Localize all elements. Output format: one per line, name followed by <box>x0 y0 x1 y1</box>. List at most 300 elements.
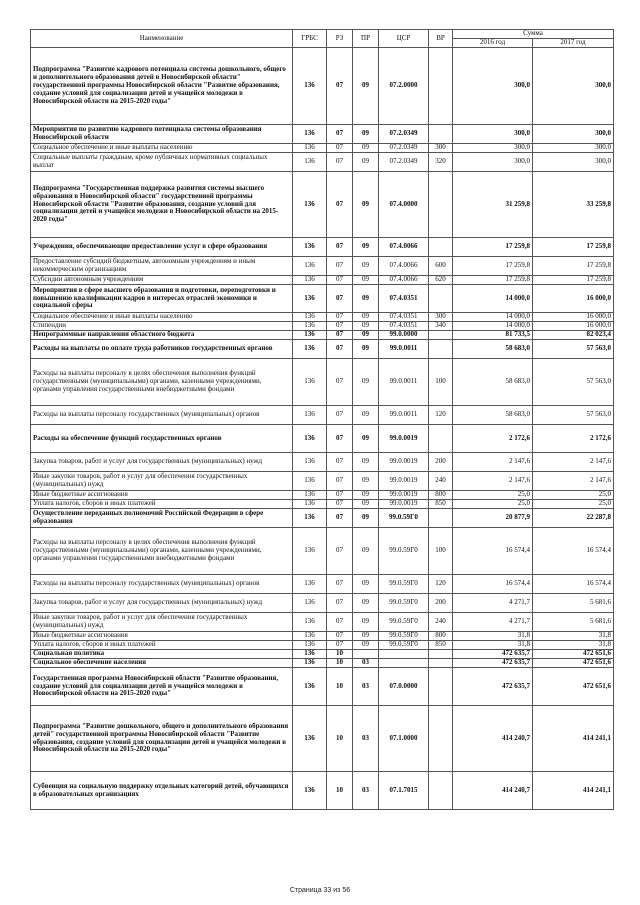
cell-grbs: 136 <box>293 48 327 125</box>
cell-csr: 07.2.0349 <box>379 144 429 153</box>
cell-pr: 09 <box>353 313 379 322</box>
cell-sum-2016: 472 635,7 <box>453 659 533 668</box>
table-header <box>31 30 614 48</box>
cell-vr: 240 <box>429 613 453 632</box>
cell-name: Закупка товаров, работ и услуг для государственных (муниципальных) нужд <box>31 594 293 613</box>
cell-sum-2016: 4 271,7 <box>453 613 533 632</box>
cell-grbs: 136 <box>293 650 327 659</box>
cell-grbs: 136 <box>293 453 327 472</box>
cell-vr <box>429 331 453 340</box>
cell-sum-2016: 472 635,7 <box>453 650 533 659</box>
cell-sum-2016: 14 000,0 <box>453 322 533 331</box>
header-year-2017: 2017 год <box>533 39 614 48</box>
cell-vr <box>429 425 453 453</box>
cell-csr: 99.0.0019 <box>379 425 429 453</box>
cell-csr: 99.0.59Г0 <box>379 575 429 594</box>
cell-vr <box>429 285 453 313</box>
cell-sum-2017: 414 241,1 <box>533 706 614 772</box>
cell-name: Предоставление субсидий бюджетным, автономным учреждениям и иным некоммерческим организациям <box>31 257 293 276</box>
cell-vr <box>429 509 453 528</box>
cell-rz: 07 <box>327 172 353 238</box>
cell-vr: 620 <box>429 276 453 285</box>
cell-sum-2016: 300,0 <box>453 153 533 172</box>
cell-sum-2016: 31,8 <box>453 632 533 641</box>
cell-sum-2017: 5 681,6 <box>533 594 614 613</box>
table-row <box>31 472 614 491</box>
cell-rz: 10 <box>327 668 353 706</box>
cell-sum-2016: 25,0 <box>453 491 533 500</box>
table-row <box>31 575 614 594</box>
cell-sum-2016: 14 000,0 <box>453 313 533 322</box>
table-row <box>31 668 614 706</box>
cell-csr: 99.0.59Г0 <box>379 613 429 632</box>
cell-csr: 99.0.0019 <box>379 500 429 509</box>
cell-csr: 07.2.0000 <box>379 48 429 125</box>
cell-csr: 07.4.0351 <box>379 322 429 331</box>
cell-sum-2017: 16 000,0 <box>533 322 614 331</box>
cell-pr: 03 <box>353 772 379 810</box>
cell-grbs: 136 <box>293 359 327 406</box>
cell-rz: 07 <box>327 425 353 453</box>
cell-name: Расходы на выплаты персоналу государственных (муниципальных) органов <box>31 406 293 425</box>
cell-name: Расходы на выплаты персоналу в целях обеспечения выполнения функций государственными (муниципальными) органами, казенными учреждениями, органами управления государственными внебюджетными фондами <box>31 359 293 406</box>
cell-rz: 10 <box>327 706 353 772</box>
cell-rz: 07 <box>327 453 353 472</box>
cell-rz: 10 <box>327 659 353 668</box>
cell-grbs: 136 <box>293 641 327 650</box>
cell-pr: 09 <box>353 509 379 528</box>
cell-vr <box>429 125 453 144</box>
cell-pr: 09 <box>353 632 379 641</box>
cell-sum-2017: 5 681,6 <box>533 613 614 632</box>
cell-csr <box>379 659 429 668</box>
cell-grbs: 136 <box>293 285 327 313</box>
cell-pr: 09 <box>353 153 379 172</box>
table-row <box>31 425 614 453</box>
table-row <box>31 706 614 772</box>
header-pr: ПР <box>353 30 379 48</box>
cell-csr: 07.4.0351 <box>379 313 429 322</box>
cell-sum-2016: 2 147,6 <box>453 472 533 491</box>
cell-csr: 07.4.0066 <box>379 276 429 285</box>
cell-pr: 09 <box>353 359 379 406</box>
table-row <box>31 238 614 257</box>
page-footer: Страница 33 из 56 <box>289 887 351 894</box>
cell-pr: 03 <box>353 659 379 668</box>
cell-grbs: 136 <box>293 238 327 257</box>
cell-grbs: 136 <box>293 575 327 594</box>
budget-table <box>30 29 614 810</box>
cell-sum-2016: 20 877,9 <box>453 509 533 528</box>
cell-pr: 09 <box>353 322 379 331</box>
cell-vr <box>429 650 453 659</box>
cell-pr: 09 <box>353 276 379 285</box>
table-body <box>31 48 614 810</box>
cell-vr: 600 <box>429 257 453 276</box>
cell-csr <box>379 650 429 659</box>
cell-vr: 850 <box>429 641 453 650</box>
cell-name: Социальное обеспечение населения <box>31 659 293 668</box>
cell-grbs: 136 <box>293 528 327 575</box>
cell-pr: 09 <box>353 491 379 500</box>
table-row <box>31 125 614 144</box>
table-row <box>31 359 614 406</box>
cell-rz: 10 <box>327 650 353 659</box>
cell-rz: 07 <box>327 491 353 500</box>
cell-grbs: 136 <box>293 509 327 528</box>
cell-name: Социальные выплаты гражданам, кроме публичных нормативных социальных выплат <box>31 153 293 172</box>
cell-name: Подпрограмма "Развитие дошкольного, общего и дополнительного образования детей" государственной программы Новосибирской области "Развитие образования, создание условий для социализации детей и учащейся молодежи в Новосибирской области на 2015-2020 годы" <box>31 706 293 772</box>
cell-vr: 850 <box>429 500 453 509</box>
cell-csr: 99.0.0000 <box>379 331 429 340</box>
cell-sum-2017: 2 172,6 <box>533 425 614 453</box>
cell-grbs: 136 <box>293 313 327 322</box>
cell-csr: 99.0.0011 <box>379 340 429 359</box>
cell-sum-2017: 57 563,0 <box>533 406 614 425</box>
cell-pr: 09 <box>353 575 379 594</box>
cell-pr <box>353 650 379 659</box>
cell-name: Учреждения, обеспечивающие предоставление услуг в сфере образования <box>31 238 293 257</box>
header-sum: Сумма <box>453 30 614 39</box>
cell-vr <box>429 772 453 810</box>
header-name: Наименование <box>31 30 293 48</box>
cell-vr <box>429 340 453 359</box>
cell-rz: 07 <box>327 632 353 641</box>
cell-sum-2017: 300,0 <box>533 125 614 144</box>
table-row <box>31 613 614 632</box>
cell-csr: 99.0.59Г0 <box>379 641 429 650</box>
header-year-2016: 2016 год <box>453 39 533 48</box>
cell-vr <box>429 668 453 706</box>
table-row <box>31 500 614 509</box>
cell-pr: 09 <box>353 331 379 340</box>
table-row <box>31 153 614 172</box>
cell-name: Мероприятия по развитию кадрового потенциала системы образования Новосибирской области <box>31 125 293 144</box>
cell-csr: 07.0.0000 <box>379 668 429 706</box>
cell-sum-2016: 16 574,4 <box>453 528 533 575</box>
cell-pr: 09 <box>353 238 379 257</box>
cell-sum-2016: 58 683,0 <box>453 406 533 425</box>
cell-name: Подпрограмма "Государственная поддержка развития системы высшего образования в Новосибирской области" государственной программы Новосибирской области "Развитие образования, создание условий для социализации детей и учащейся молодежи в Новосибирской области на 2015-2020 годы" <box>31 172 293 238</box>
table-row <box>31 491 614 500</box>
cell-grbs: 136 <box>293 276 327 285</box>
cell-vr: 200 <box>429 594 453 613</box>
cell-vr: 200 <box>429 453 453 472</box>
cell-pr: 09 <box>353 48 379 125</box>
cell-sum-2017: 300,0 <box>533 153 614 172</box>
cell-rz: 07 <box>327 359 353 406</box>
cell-sum-2017: 33 259,8 <box>533 172 614 238</box>
cell-csr: 99.0.59Г0 <box>379 509 429 528</box>
cell-pr: 09 <box>353 472 379 491</box>
cell-grbs: 136 <box>293 257 327 276</box>
table-row <box>31 509 614 528</box>
cell-grbs: 136 <box>293 632 327 641</box>
cell-sum-2017: 16 574,4 <box>533 575 614 594</box>
cell-vr: 800 <box>429 491 453 500</box>
cell-sum-2016: 16 574,4 <box>453 575 533 594</box>
cell-csr: 07.4.0066 <box>379 257 429 276</box>
cell-grbs: 136 <box>293 706 327 772</box>
cell-name: Иные закупки товаров, работ и услуг для обеспечения государственных (муниципальных) нужд <box>31 472 293 491</box>
cell-sum-2016: 58 683,0 <box>453 340 533 359</box>
cell-sum-2016: 17 259,8 <box>453 238 533 257</box>
cell-sum-2016: 300,0 <box>453 144 533 153</box>
table-row <box>31 331 614 340</box>
cell-rz: 07 <box>327 238 353 257</box>
cell-csr: 07.4.0066 <box>379 238 429 257</box>
cell-rz: 07 <box>327 340 353 359</box>
header-vr: ВР <box>429 30 453 48</box>
cell-grbs: 136 <box>293 331 327 340</box>
cell-pr: 09 <box>353 125 379 144</box>
cell-csr: 07.1.0000 <box>379 706 429 772</box>
cell-grbs: 136 <box>293 340 327 359</box>
cell-name: Государственная программа Новосибирской области "Развитие образования, создание условий для социализации детей и учащейся молодежи в Новосибирской области на 2015-2020 годы" <box>31 668 293 706</box>
cell-pr: 09 <box>353 528 379 575</box>
cell-rz: 07 <box>327 594 353 613</box>
cell-rz: 07 <box>327 509 353 528</box>
cell-grbs: 136 <box>293 425 327 453</box>
cell-vr: 100 <box>429 528 453 575</box>
cell-pr: 09 <box>353 594 379 613</box>
header-csr: ЦСР <box>379 30 429 48</box>
cell-sum-2016: 2 147,6 <box>453 453 533 472</box>
cell-sum-2016: 14 000,0 <box>453 285 533 313</box>
cell-pr: 09 <box>353 406 379 425</box>
table-row <box>31 632 614 641</box>
cell-grbs: 136 <box>293 613 327 632</box>
table-row <box>31 172 614 238</box>
cell-pr: 03 <box>353 668 379 706</box>
cell-rz: 07 <box>327 276 353 285</box>
cell-rz: 07 <box>327 144 353 153</box>
cell-sum-2016: 472 635,7 <box>453 668 533 706</box>
cell-name: Иные бюджетные ассигнования <box>31 491 293 500</box>
cell-grbs: 136 <box>293 500 327 509</box>
cell-sum-2017: 17 259,8 <box>533 257 614 276</box>
cell-grbs: 136 <box>293 668 327 706</box>
table-row <box>31 276 614 285</box>
cell-name: Осуществление переданных полномочий Российской Федерации в сфере образования <box>31 509 293 528</box>
cell-vr <box>429 659 453 668</box>
cell-vr: 320 <box>429 153 453 172</box>
cell-sum-2017: 17 259,8 <box>533 238 614 257</box>
cell-name: Подпрограмма "Развитие кадрового потенциала системы дошкольного, общего и дополнительного образования детей в Новосибирской области" государственной программы Новосибирской области "Развитие образования, создание условий для социализации детей и учащейся молодежи в Новосибирской области на 2015-2020 годы" <box>31 48 293 125</box>
cell-sum-2016: 31 259,8 <box>453 172 533 238</box>
table-row <box>31 313 614 322</box>
cell-pr: 09 <box>353 500 379 509</box>
cell-sum-2017: 16 574,4 <box>533 528 614 575</box>
cell-rz: 07 <box>327 322 353 331</box>
cell-name: Уплата налогов, сборов и иных платежей <box>31 500 293 509</box>
cell-sum-2017: 25,0 <box>533 500 614 509</box>
cell-rz: 07 <box>327 257 353 276</box>
cell-grbs: 136 <box>293 772 327 810</box>
cell-sum-2016: 17 259,8 <box>453 257 533 276</box>
cell-rz: 10 <box>327 772 353 810</box>
cell-csr: 99.0.59Г0 <box>379 594 429 613</box>
cell-grbs: 136 <box>293 659 327 668</box>
table-row <box>31 285 614 313</box>
cell-name: Стипендии <box>31 322 293 331</box>
cell-vr: 100 <box>429 359 453 406</box>
cell-pr: 09 <box>353 641 379 650</box>
cell-rz: 07 <box>327 575 353 594</box>
cell-sum-2016: 31,8 <box>453 641 533 650</box>
cell-name: Мероприятия в сфере высшего образования и подготовки, переподготовки и повышению квалификации кадров в интересах отраслей экономики и социальной сферы <box>31 285 293 313</box>
cell-name: Расходы на выплаты персоналу в целях обеспечения выполнения функций государственными (муниципальными) органами, казенными учреждениями, органами управления государственными внебюджетными фондами <box>31 528 293 575</box>
table-row <box>31 144 614 153</box>
cell-sum-2017: 17 259,8 <box>533 276 614 285</box>
cell-name: Субсидии автономным учреждениям <box>31 276 293 285</box>
cell-vr: 800 <box>429 632 453 641</box>
cell-sum-2017: 25,0 <box>533 491 614 500</box>
cell-pr: 09 <box>353 453 379 472</box>
cell-name: Уплата налогов, сборов и иных платежей <box>31 641 293 650</box>
cell-name: Иные бюджетные ассигнования <box>31 632 293 641</box>
table-row <box>31 659 614 668</box>
cell-sum-2016: 17 259,8 <box>453 276 533 285</box>
cell-name: Социальное обеспечение и иные выплаты населению <box>31 313 293 322</box>
cell-vr: 300 <box>429 144 453 153</box>
cell-name: Социальное обеспечение и иные выплаты населению <box>31 144 293 153</box>
cell-sum-2016: 414 240,7 <box>453 706 533 772</box>
cell-rz: 07 <box>327 406 353 425</box>
cell-csr: 99.0.0011 <box>379 406 429 425</box>
table-row <box>31 322 614 331</box>
table-row <box>31 340 614 359</box>
cell-pr: 09 <box>353 340 379 359</box>
cell-name: Непрограммные направления областного бюджета <box>31 331 293 340</box>
cell-vr <box>429 48 453 125</box>
cell-sum-2017: 472 651,6 <box>533 668 614 706</box>
cell-pr: 09 <box>353 425 379 453</box>
table-row <box>31 641 614 650</box>
cell-sum-2017: 31,8 <box>533 641 614 650</box>
cell-rz: 07 <box>327 613 353 632</box>
cell-csr: 99.0.0011 <box>379 359 429 406</box>
cell-sum-2016: 300,0 <box>453 48 533 125</box>
cell-sum-2017: 22 287,8 <box>533 509 614 528</box>
cell-vr: 120 <box>429 406 453 425</box>
cell-name: Расходы на обеспечение функций государственных органов <box>31 425 293 453</box>
cell-sum-2017: 472 651,6 <box>533 650 614 659</box>
cell-grbs: 136 <box>293 144 327 153</box>
cell-csr: 07.2.0349 <box>379 125 429 144</box>
cell-grbs: 136 <box>293 472 327 491</box>
cell-sum-2017: 16 000,0 <box>533 313 614 322</box>
cell-rz: 07 <box>327 331 353 340</box>
cell-sum-2017: 472 651,6 <box>533 659 614 668</box>
cell-csr: 07.2.0349 <box>379 153 429 172</box>
table-row <box>31 257 614 276</box>
cell-csr: 99.0.59Г0 <box>379 632 429 641</box>
table-row <box>31 406 614 425</box>
cell-grbs: 136 <box>293 406 327 425</box>
cell-sum-2017: 2 147,6 <box>533 453 614 472</box>
cell-name: Расходы на выплаты персоналу государственных (муниципальных) органов <box>31 575 293 594</box>
cell-vr: 120 <box>429 575 453 594</box>
cell-csr: 07.4.0000 <box>379 172 429 238</box>
cell-rz: 07 <box>327 528 353 575</box>
cell-rz: 07 <box>327 313 353 322</box>
cell-csr: 99.0.0019 <box>379 453 429 472</box>
table-row <box>31 594 614 613</box>
table-row <box>31 772 614 810</box>
cell-vr: 240 <box>429 472 453 491</box>
cell-sum-2017: 414 241,1 <box>533 772 614 810</box>
cell-sum-2017: 300,0 <box>533 48 614 125</box>
cell-pr: 09 <box>353 613 379 632</box>
cell-grbs: 136 <box>293 594 327 613</box>
cell-sum-2016: 81 733,5 <box>453 331 533 340</box>
cell-pr: 03 <box>353 706 379 772</box>
cell-sum-2016: 300,0 <box>453 125 533 144</box>
cell-rz: 07 <box>327 153 353 172</box>
table-row <box>31 528 614 575</box>
cell-grbs: 136 <box>293 153 327 172</box>
table-row <box>31 453 614 472</box>
cell-name: Субвенция на социальную поддержку отдельных категорий детей, обучающихся в образовательных организациях <box>31 772 293 810</box>
header-grbs: ГРБС <box>293 30 327 48</box>
cell-sum-2017: 16 000,0 <box>533 285 614 313</box>
cell-csr: 99.0.0019 <box>379 491 429 500</box>
cell-sum-2016: 4 271,7 <box>453 594 533 613</box>
table-row <box>31 650 614 659</box>
cell-rz: 07 <box>327 641 353 650</box>
cell-sum-2017: 57 563,0 <box>533 340 614 359</box>
cell-pr: 09 <box>353 257 379 276</box>
cell-pr: 09 <box>353 285 379 313</box>
cell-rz: 07 <box>327 285 353 313</box>
cell-grbs: 136 <box>293 322 327 331</box>
cell-rz: 07 <box>327 48 353 125</box>
cell-name: Иные закупки товаров, работ и услуг для обеспечения государственных (муниципальных) нужд <box>31 613 293 632</box>
cell-csr: 07.4.0351 <box>379 285 429 313</box>
cell-csr: 07.1.7015 <box>379 772 429 810</box>
cell-vr <box>429 238 453 257</box>
cell-grbs: 136 <box>293 125 327 144</box>
cell-name: Социальная политика <box>31 650 293 659</box>
cell-vr <box>429 706 453 772</box>
cell-vr: 300 <box>429 313 453 322</box>
cell-sum-2016: 25,0 <box>453 500 533 509</box>
cell-rz: 07 <box>327 125 353 144</box>
cell-rz: 07 <box>327 472 353 491</box>
cell-sum-2017: 57 563,0 <box>533 359 614 406</box>
cell-sum-2017: 300,0 <box>533 144 614 153</box>
cell-pr: 09 <box>353 144 379 153</box>
cell-sum-2016: 2 172,6 <box>453 425 533 453</box>
cell-sum-2017: 82 023,4 <box>533 331 614 340</box>
cell-sum-2016: 414 240,7 <box>453 772 533 810</box>
cell-name: Закупка товаров, работ и услуг для государственных (муниципальных) нужд <box>31 453 293 472</box>
cell-vr: 340 <box>429 322 453 331</box>
cell-sum-2017: 2 147,6 <box>533 472 614 491</box>
cell-grbs: 136 <box>293 172 327 238</box>
cell-rz: 07 <box>327 500 353 509</box>
cell-pr: 09 <box>353 172 379 238</box>
cell-name: Расходы на выплаты по оплате труда работников государственных органов <box>31 340 293 359</box>
header-rz: РЗ <box>327 30 353 48</box>
cell-sum-2017: 31,8 <box>533 632 614 641</box>
cell-sum-2016: 58 683,0 <box>453 359 533 406</box>
cell-csr: 99.0.59Г0 <box>379 528 429 575</box>
table-row <box>31 48 614 125</box>
cell-vr <box>429 172 453 238</box>
cell-grbs: 136 <box>293 491 327 500</box>
